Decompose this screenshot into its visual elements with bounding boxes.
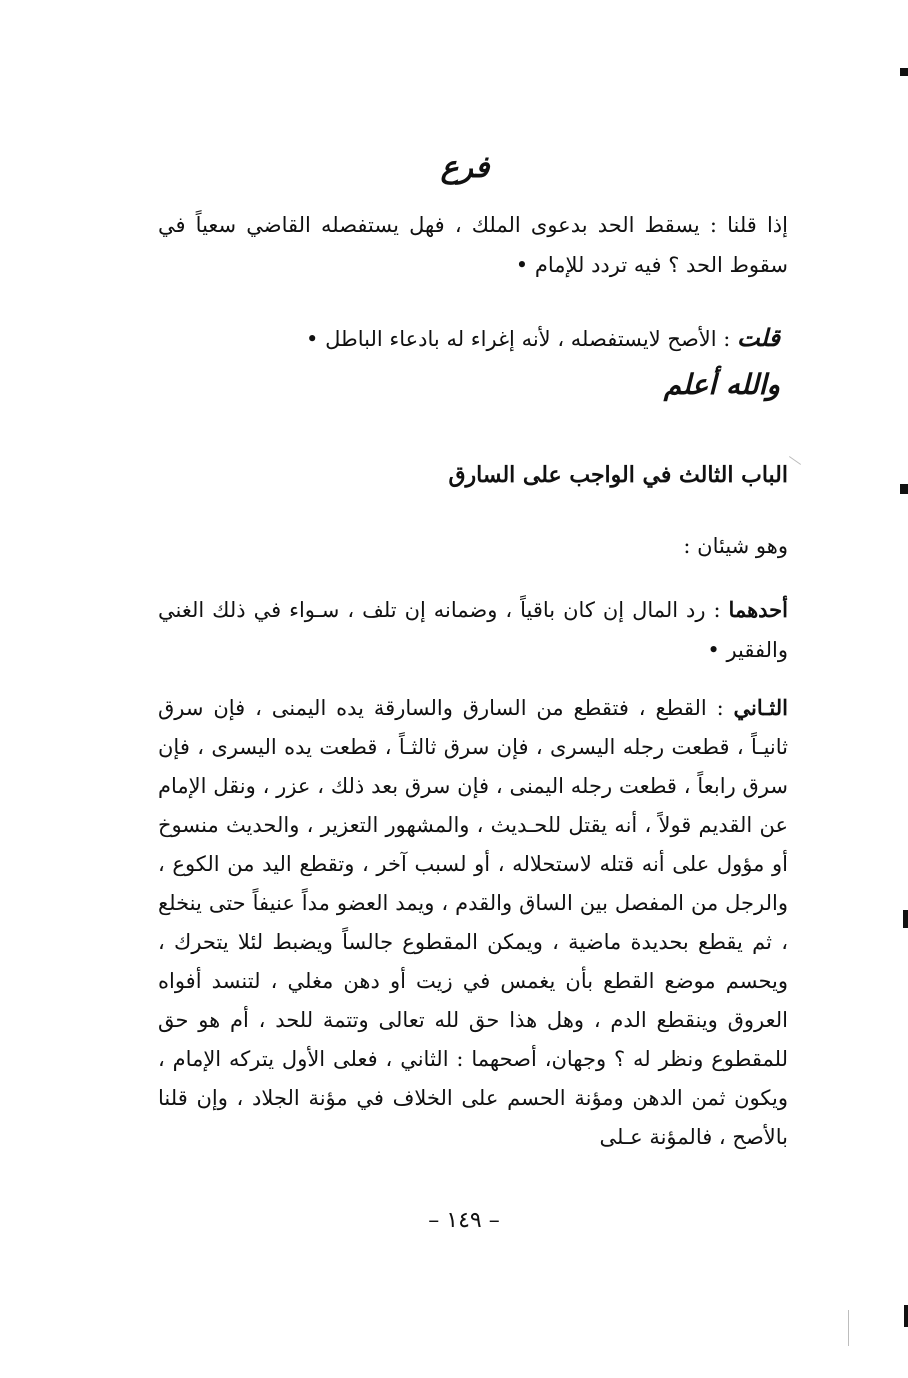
two-things-intro: وهو شيئان : — [683, 534, 788, 558]
first-paragraph — [158, 590, 788, 670]
scan-edge-mark — [900, 68, 908, 76]
allah-aalam-phrase: والله أعلم — [663, 368, 780, 401]
page-number: – ١٤٩ – — [428, 1208, 500, 1233]
first-text: : رد المال إن كان باقياً ، وضمانه إن تلف ، سـواء في ذلك الغني والفقير • — [158, 598, 788, 662]
second-paragraph — [158, 688, 788, 1157]
scan-edge-mark — [903, 910, 908, 928]
intro-paragraph: إذا قلنا : يسقط الحد بدعوى الملك ، فهل يستفصله القاضي سعياً في سقوط الحد ؟ فيه تردد للإمام • — [158, 213, 788, 277]
qult-statement — [220, 323, 780, 352]
scan-corner-tick — [789, 456, 801, 465]
scan-edge-mark — [904, 1305, 908, 1327]
qult-label: قلت — [737, 323, 780, 352]
scan-edge-mark — [900, 484, 908, 494]
first-label: أحدهما — [728, 597, 788, 622]
scan-guide-line — [848, 1310, 849, 1346]
second-text: : القطع ، فتقطع من السارق والسارقة يده اليمنى ، فإن سرق ثانيـاً ، قطعت رجله اليسرى ، فإن سرق ثالثـاً ، قطعت يده اليسرى ، فإن سرق رابعاً ، قطعت رجله اليمنى ، فإن سرق بعد ذلك ، عزر ، ونقل الإمام عن القديم قولاً ، أنه يقتل للحـديث ، والمشهور التعزير ، والحديث منسوخ أو مؤول على أنه قتله لاستحلاله ، أو لسبب آخر ، وتقطع اليد من الكوع ، والرجل من المفصل بين الساق والقدم ، ويمد العضو مداً عنيفاً حتى ينخلع ، ثم يقطع بحديدة ماضية ، ويمكن المقطوع جالساً ويضبط لئلا يتحرك ، ويحسم موضع القطع بأن يغمس في زيت أو دهن مغلي ، لتنسد أفواه العروق وينقطع الدم ، وهل هذا حق لله تعالى وتتمة للحد ، أم هو حق للمقطوع ونظر له ؟ وجهان، أصحهما : الثاني ، فعلى الأول يتركه الإمام ، ويكون ثمن الدهن ومؤنة الحسم على الخلاف في مؤنة الجلاد ، وإن قلنا بالأصح ، فالمؤنة عـلى — [158, 696, 788, 1149]
chapter-title: الباب الثالث في الواجب على السارق — [448, 462, 788, 488]
second-label: الثـاني — [733, 695, 788, 720]
qult-text: : الأصح لايستفصله ، لأنه إغراء له بادعاء الباطل • — [306, 327, 738, 351]
section-heading: فرع — [440, 150, 490, 185]
